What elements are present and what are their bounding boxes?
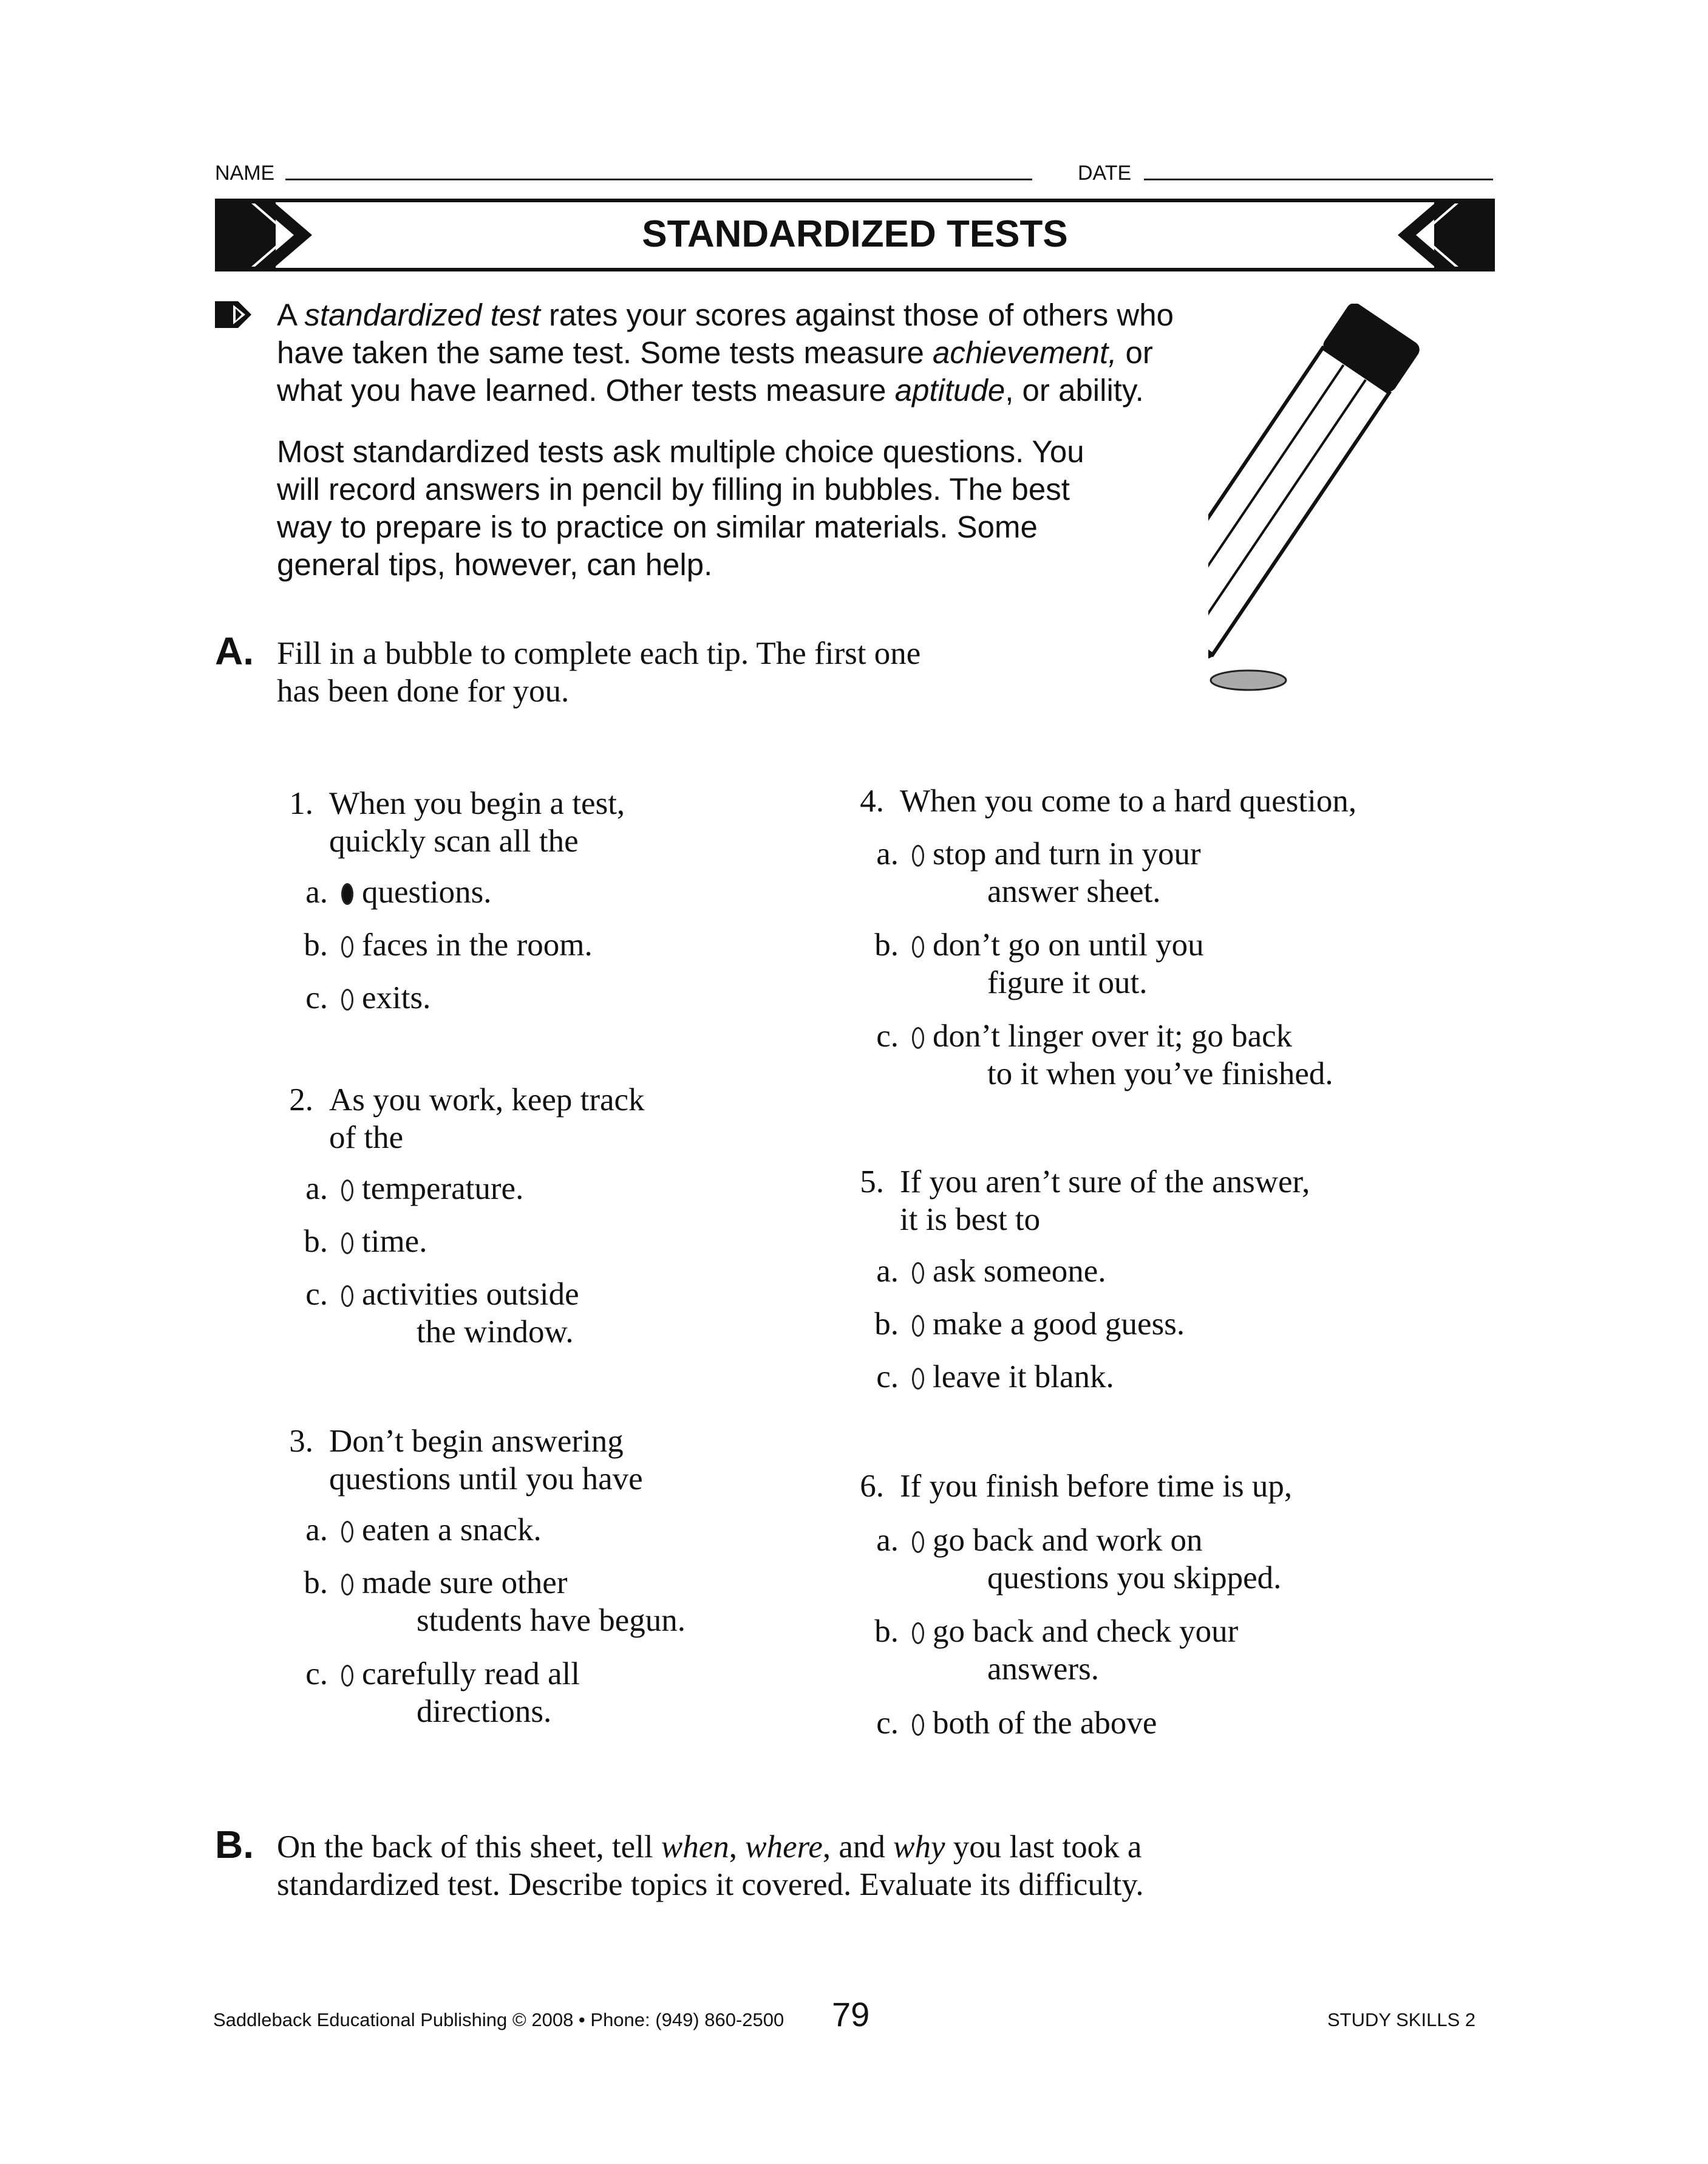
- intro-line: have taken the same test. Some tests measure achievement, or: [277, 335, 1153, 370]
- answer-option[interactable]: [862, 1252, 1106, 1290]
- intro-line: general tips, however, can help.: [277, 547, 713, 582]
- question-line: Don’t begin answering: [329, 1424, 624, 1459]
- option-text-continued: figure it out.: [987, 965, 1148, 1000]
- option-text: don’t linger over it; go back: [933, 1019, 1293, 1054]
- option-text: activities outside: [362, 1277, 579, 1312]
- option-letter: c.: [305, 1656, 328, 1691]
- question-line: questions until you have: [329, 1461, 643, 1497]
- bubble-icon[interactable]: [341, 1574, 353, 1596]
- answer-option[interactable]: [291, 926, 593, 964]
- answer-option[interactable]: [291, 1564, 686, 1638]
- option-text-continued: students have begun.: [417, 1603, 686, 1638]
- option-letter: b.: [304, 927, 328, 963]
- answer-option[interactable]: [291, 1170, 523, 1207]
- pencil-icon: [1208, 304, 1494, 705]
- question-number: 2.: [289, 1082, 313, 1118]
- bubble-icon[interactable]: [912, 1714, 924, 1736]
- question-number: 3.: [289, 1424, 313, 1459]
- question-line: it is best to: [900, 1202, 1041, 1237]
- intro-paragraph-1: [277, 296, 1174, 409]
- option-letter: b.: [874, 927, 899, 963]
- intro-line: Most standardized tests ask multiple choice questions. You: [277, 434, 1084, 469]
- question-line: If you finish before time is up,: [900, 1469, 1293, 1504]
- option-letter: a.: [876, 836, 899, 872]
- bubble-icon[interactable]: [341, 1665, 353, 1687]
- answer-option[interactable]: [862, 1305, 1185, 1343]
- option-text: stop and turn in your: [933, 836, 1201, 872]
- intro-line: what you have learned. Other tests measure aptitude, or ability.: [277, 373, 1144, 408]
- option-letter: b.: [304, 1565, 328, 1600]
- bubble-icon[interactable]: [912, 1531, 924, 1553]
- question-line: When you come to a hard question,: [900, 783, 1357, 819]
- bubble-icon[interactable]: [912, 1368, 924, 1390]
- filled-bubble-icon[interactable]: [341, 883, 353, 905]
- bubble-icon[interactable]: [912, 845, 924, 867]
- question-line: If you aren’t sure of the answer,: [900, 1164, 1310, 1200]
- option-text: leave it blank.: [933, 1359, 1114, 1394]
- question-number: 5.: [860, 1164, 884, 1200]
- answer-option[interactable]: [862, 1704, 1157, 1742]
- instruction-line: has been done for you.: [277, 674, 570, 709]
- bubble-icon[interactable]: [341, 936, 353, 958]
- question-line: of the: [329, 1120, 404, 1155]
- footer-series: STUDY SKILLS 2: [1327, 2009, 1476, 2030]
- option-text-continued: directions.: [417, 1694, 552, 1729]
- section-b-instructions: [277, 1828, 1144, 1903]
- option-text: go back and work on: [933, 1523, 1203, 1558]
- option-text: questions.: [362, 875, 492, 910]
- answer-option[interactable]: [862, 1613, 1239, 1687]
- instruction-line: standardized test. Describe topics it covered. Evaluate its difficulty.: [277, 1867, 1144, 1902]
- option-text: ask someone.: [933, 1254, 1106, 1289]
- option-text: made sure other: [362, 1565, 568, 1600]
- option-letter: a.: [305, 1171, 328, 1206]
- section-a-letter: A.: [215, 629, 254, 673]
- question-number: 4.: [860, 783, 884, 819]
- question-line: As you work, keep track: [329, 1082, 645, 1118]
- question-number: 1.: [289, 786, 313, 821]
- answer-option[interactable]: [291, 979, 430, 1017]
- option-letter: a.: [305, 1512, 328, 1548]
- answer-option[interactable]: [291, 1223, 427, 1260]
- option-letter: c.: [876, 1705, 899, 1741]
- bubble-icon[interactable]: [341, 1521, 353, 1543]
- page-title: STANDARDIZED TESTS: [642, 213, 1068, 255]
- footer-publisher: Saddleback Educational Publishing © 2008 • Phone: (949) 860-2500: [213, 2009, 784, 2030]
- option-text: temperature.: [362, 1171, 524, 1206]
- bubble-icon[interactable]: [912, 1315, 924, 1337]
- instruction-line: Fill in a bubble to complete each tip. The first one: [277, 636, 921, 671]
- answer-option[interactable]: [291, 1511, 542, 1549]
- option-text: carefully read all: [362, 1656, 580, 1691]
- option-text: faces in the room.: [362, 927, 593, 963]
- option-text: both of the above: [933, 1705, 1157, 1741]
- option-text: exits.: [362, 980, 431, 1015]
- option-text-continued: answer sheet.: [987, 874, 1161, 909]
- page-number: 79: [832, 1995, 870, 2033]
- bubble-icon[interactable]: [912, 1262, 924, 1284]
- option-text: eaten a snack.: [362, 1512, 542, 1548]
- bubble-icon[interactable]: [912, 1027, 924, 1049]
- intro-line: A standardized test rates your scores against those of others who: [277, 298, 1174, 332]
- bubble-icon[interactable]: [341, 1179, 353, 1201]
- option-letter: c.: [876, 1359, 899, 1394]
- option-text: make a good guess.: [933, 1306, 1185, 1342]
- answer-option[interactable]: [291, 1655, 580, 1729]
- option-letter: a.: [876, 1523, 899, 1558]
- option-letter: a.: [305, 875, 328, 910]
- option-text-continued: answers.: [987, 1651, 1099, 1687]
- option-text-continued: questions you skipped.: [987, 1560, 1282, 1596]
- question-line: When you begin a test,: [329, 786, 625, 821]
- option-text: time.: [362, 1224, 427, 1259]
- option-letter: b.: [874, 1614, 899, 1649]
- option-letter: c.: [305, 1277, 328, 1312]
- name-line[interactable]: [285, 179, 1032, 180]
- name-label: NAME: [215, 162, 275, 185]
- answer-option[interactable]: [291, 873, 491, 911]
- answer-option[interactable]: [291, 1275, 579, 1350]
- bubble-icon[interactable]: [341, 1232, 353, 1254]
- answer-option[interactable]: [862, 1521, 1282, 1596]
- date-label: DATE: [1078, 162, 1132, 185]
- answer-option[interactable]: [862, 926, 1204, 1000]
- arrow-bullet-icon: [215, 301, 253, 328]
- option-text-continued: to it when you’ve finished.: [987, 1056, 1333, 1091]
- bubble-icon[interactable]: [341, 1285, 353, 1307]
- intro-line: will record answers in pencil by filling in bubbles. The best: [277, 472, 1070, 507]
- option-letter: a.: [876, 1254, 899, 1289]
- date-line[interactable]: [1144, 179, 1493, 180]
- instruction-line: On the back of this sheet, tell when, where, and why you last took a: [277, 1829, 1142, 1865]
- bubble-icon[interactable]: [341, 989, 353, 1011]
- option-text: don’t go on until you: [933, 927, 1204, 963]
- intro-line: way to prepare is to practice on similar materials. Some: [277, 510, 1038, 544]
- option-letter: b.: [304, 1224, 328, 1259]
- bubble-icon[interactable]: [912, 1622, 924, 1644]
- bubble-icon[interactable]: [912, 936, 924, 958]
- option-text-continued: the window.: [417, 1314, 574, 1350]
- answer-option[interactable]: [862, 1017, 1333, 1091]
- option-letter: c.: [876, 1019, 899, 1054]
- section-b-letter: B.: [215, 1823, 254, 1866]
- option-letter: b.: [874, 1306, 899, 1342]
- question-number: 6.: [860, 1469, 884, 1504]
- question-line: quickly scan all the: [329, 824, 579, 859]
- answer-option[interactable]: [862, 1358, 1114, 1396]
- answer-option[interactable]: [862, 835, 1201, 909]
- intro-paragraph-2: [277, 433, 1084, 584]
- section-a-instructions: [277, 635, 920, 710]
- option-letter: c.: [305, 980, 328, 1015]
- option-text: go back and check your: [933, 1614, 1239, 1649]
